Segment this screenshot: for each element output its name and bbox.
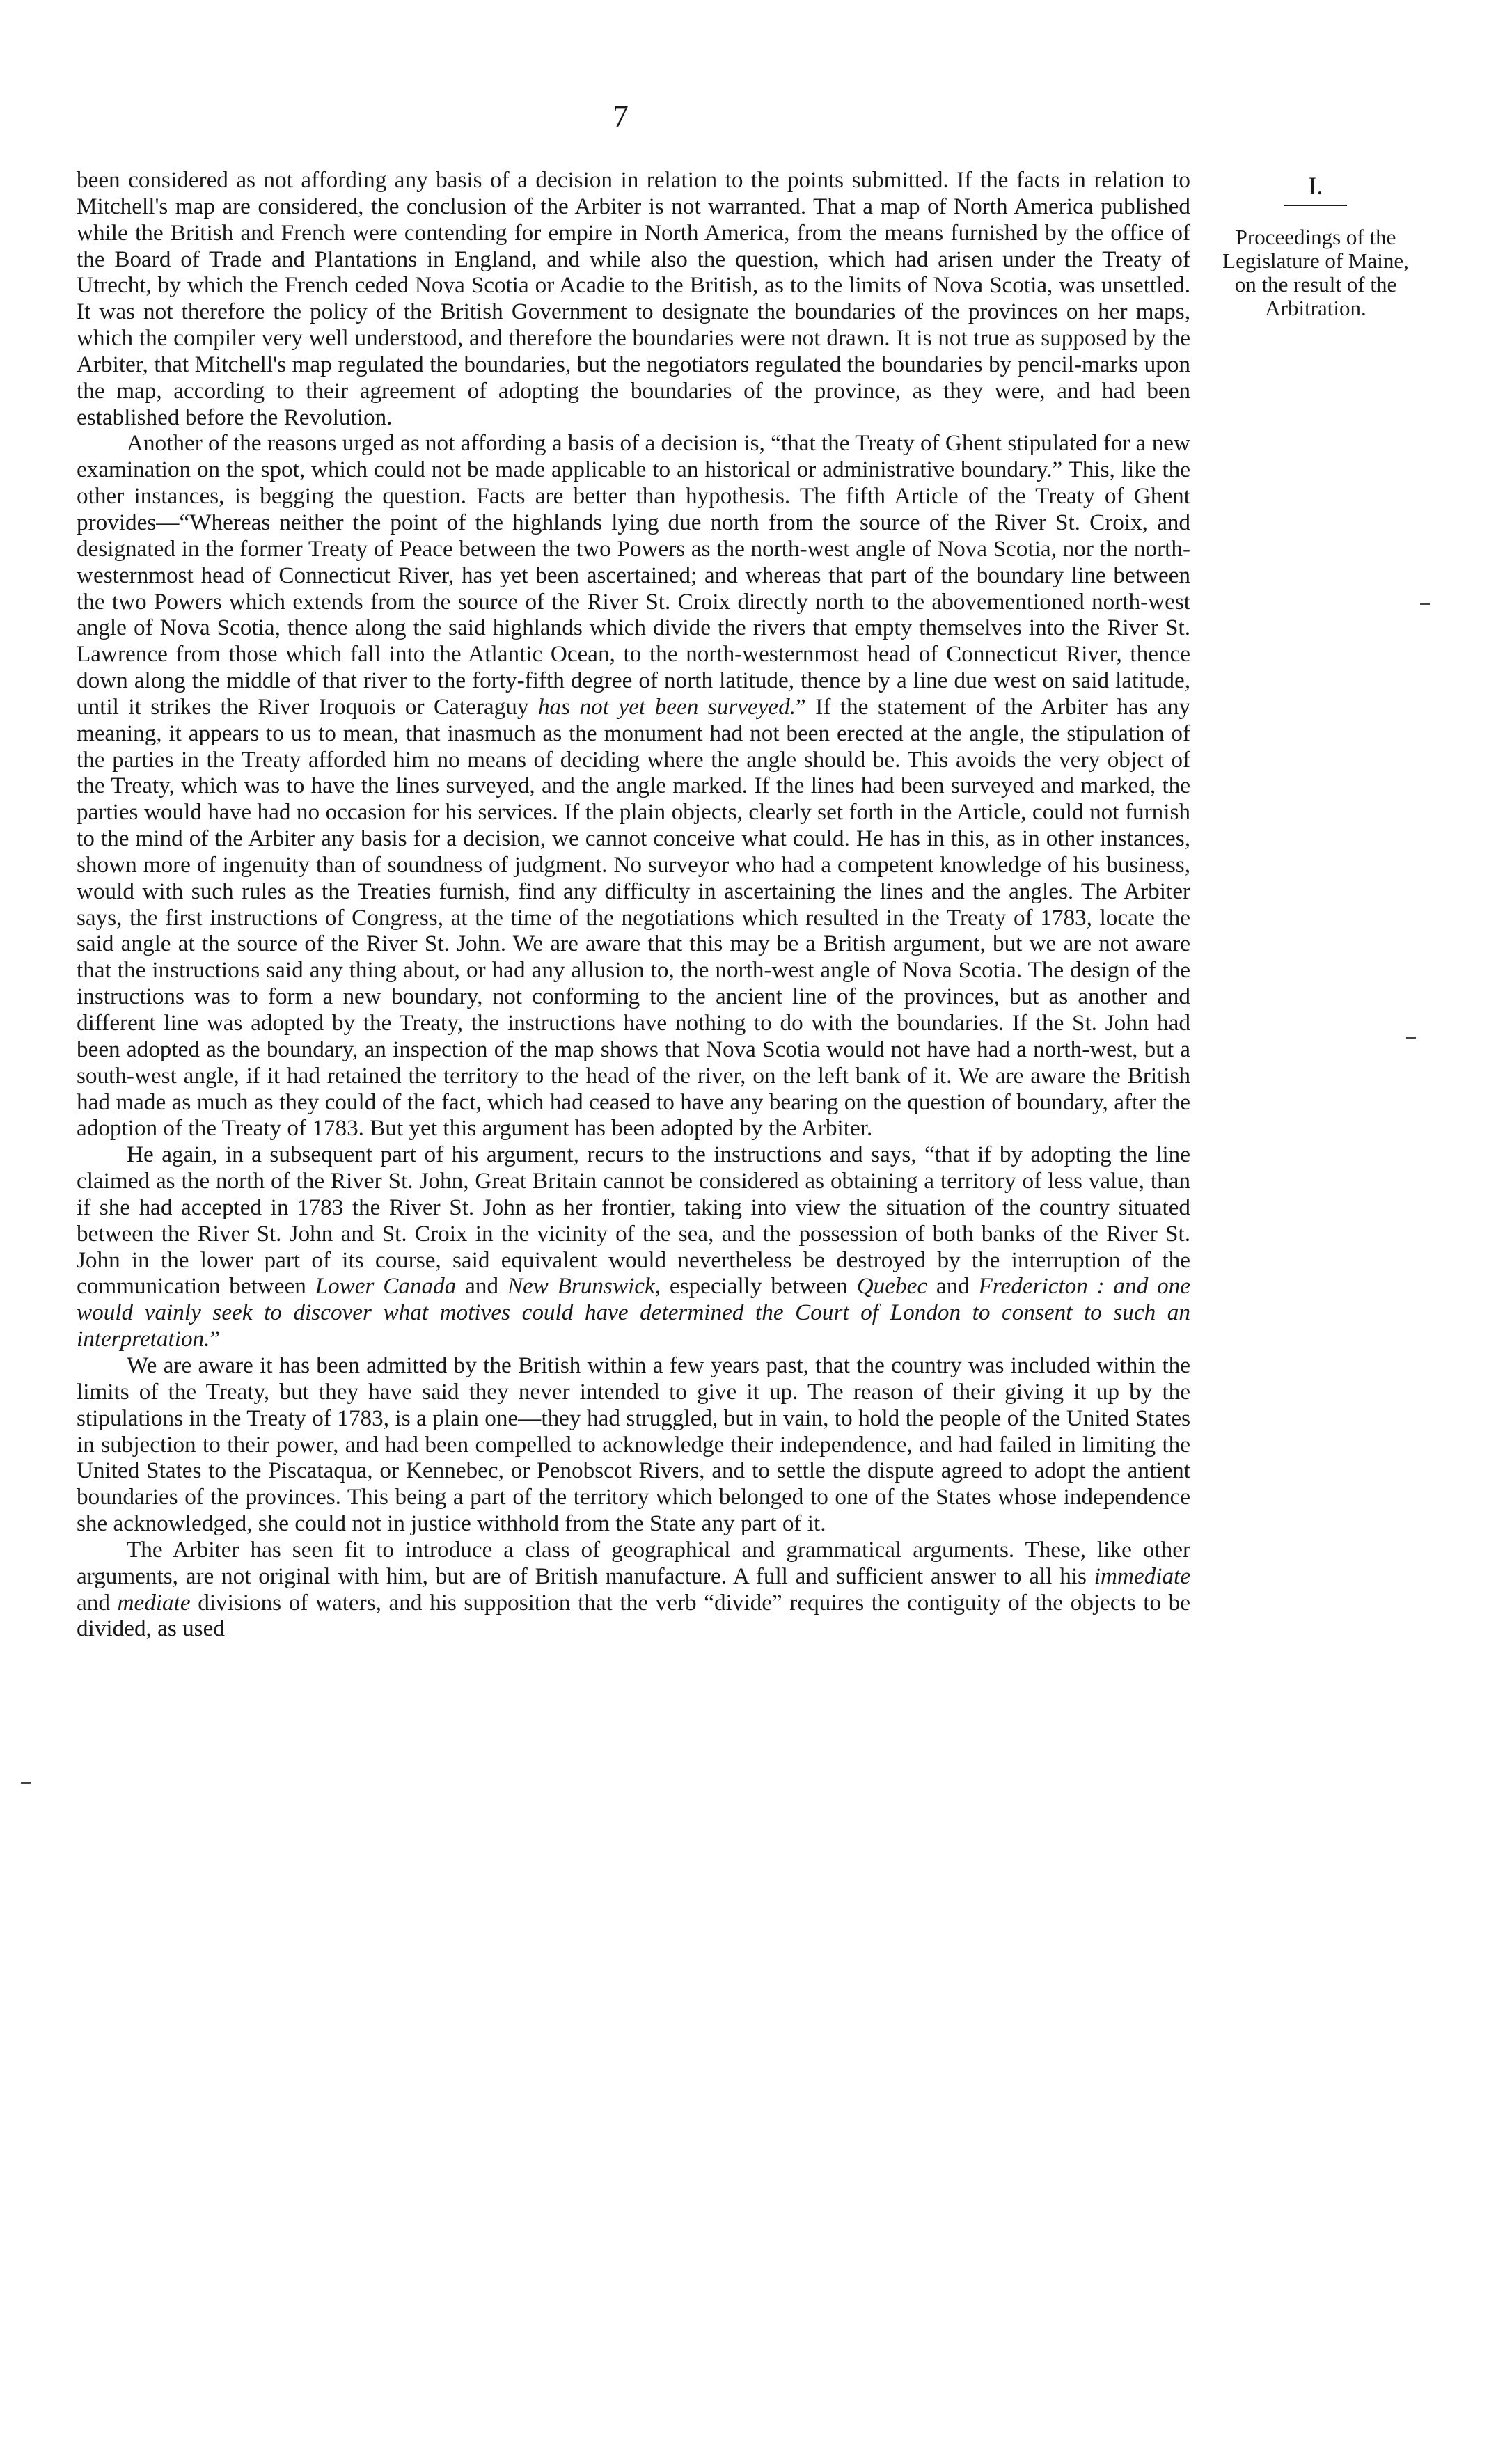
paragraph-2-text-b: ” If the statement of the Arbiter has any meaning, it appears to us to mean, that inasmuch as the monument had not been erected at the angle, the stipulation of the parties in the Treaty afforded him no means of deciding where the angle should be. This avoids the very object of the Treaty, which was to have the lines surveyed, and the angle marked. If the lines had been surveyed and marked, the parties would have had no occasion for his services. If the plain objects, clearly set forth in the Article, could not furnish to the mind of the Arbiter any basis for a decision, we cannot conceive what could. He has in this, as in other instances, shown more of ingenuity than of soundness of judgment. No surveyor who had a competent knowledge of his business, would with such rules as the Treaties furnish, find any difficulty in ascertaining the lines and the angles. The Arbiter says, the first instructions of Congress, at the time of the negotiations which resulted in the Treaty of 1783, locate the said angle at the source of the River St. John. We are aware that this may be a British argument, but we are not aware that the instructions said any thing about, or had any allusion to, the north-west angle of Nova Scotia. The design of the instructions was to form a new boundary, not conforming to the ancient line of the provinces, but as another and different line was adopted by the Treaty, the instructions have nothing to do with the boundaries. If the St. John had been adopted as the boundary, an inspection of the map shows that Nova Scotia would not have had a north-west, but a south-west angle, if it had retained the territory to the head of the river, on the left bank of it. We are aware the British had made as much as they could of the fact, which had ceased to have any bearing on the question of boundary, after the adoption of the Treaty of 1783. But yet this argument has been adopted by the Arbiter. (77, 693, 1191, 1142)
margin-note (1211, 174, 1420, 320)
paragraph-5-italic-2: mediate (117, 1589, 191, 1616)
body-text (77, 167, 1190, 1642)
paragraph-3-italic-3: Quebec (856, 1273, 928, 1300)
paragraph-3-italic-1: Lower Canada (315, 1273, 457, 1300)
paragraph-3-italic-4: Fredericton : and one would vainly seek to discover what motives could have determined the Court of London to consent to such an interpretation. (77, 1273, 1190, 1352)
paragraph-3 (77, 1142, 1190, 1352)
paragraph-5-text-b: divisions of waters, and his supposition that the verb “divide” requires the contiguity of the objects to be divided, as used (77, 1589, 1190, 1642)
paragraph-3-italic-2: New Brunswick, (507, 1273, 661, 1300)
margin-mark (1406, 1037, 1416, 1039)
paragraph-5-text-a: The Arbiter has seen fit to introduce a class of geographical and grammatical arguments. These, like other arguments, are not original with him, but are of British manufacture. A full and sufficient answer to all his (77, 1536, 1190, 1589)
margin-note-text: Proceedings of the Legislature of Maine, on the result of the Arbitration. (1222, 225, 1409, 320)
paragraph-2 (77, 430, 1190, 1142)
paragraph-2-text-a: Another of the reasons urged as not affording a basis of a decision is, “that the Treaty of Ghent stipulated for a new examination on the spot, which could not be made applicable to an historical or administrative boundary.” This, like the other instances, is begging the question. Facts are better than hypothesis. The fifth Article of the Treaty of Ghent provides—“Whereas neither the point of the highlands lying due north from the source of the River St. Croix, and designated in the former Treaty of Peace between the two Powers as the north-west angle of Nova Scotia, nor the north-westernmost head of Connecticut River, has yet been ascertained; and whereas that part of the boundary line between the two Powers which extends from the source of the River St. Croix directly north to the abovementioned north-west angle of Nova Scotia, thence along the said highlands which divide the rivers that empty themselves into the River St. Lawrence from those which fall into the Atlantic Ocean, to the north-westernmost head of Connecticut River, thence down along the middle of that river to the forty-fifth degree of north latitude, thence by a line due west on said latitude, until it strikes the River Iroquois or Cateraguy (77, 430, 1190, 720)
paragraph-5-and: and (77, 1589, 110, 1616)
section-numeral: I. (1308, 172, 1323, 200)
paragraph-3-close: ” (210, 1326, 221, 1352)
margin-mark (1420, 603, 1430, 605)
page-number: 7 (613, 98, 630, 134)
margin-mark (21, 1782, 31, 1784)
paragraph-2-italic: has not yet been surveyed. (537, 693, 796, 720)
paragraph-5-italic-1: immediate (1094, 1563, 1190, 1589)
paragraph-3-text-b: especially between (669, 1273, 848, 1300)
paragraph-3-and-2: and (936, 1273, 970, 1300)
paragraph-4: We are aware it has been admitted by the British within a few years past, that the country was included within the limits of the Treaty, but they have said they never intended to give it up. The reason of their giving it up by the stipulations in the Treaty of 1783, is a plain one—they had struggled, but in vain, to hold the people of the United States in subjection to their power, and had been compelled to acknowledge their independence, and had failed in limiting the United States to the Piscataqua, or Kennebec, or Penobscot Rivers, and to settle the dispute agreed to adopt the antient boundaries of the provinces. This being a part of the territory which belonged to one of the States whose independence she acknowledged, she could not in justice withhold from the State any part of it. (77, 1352, 1190, 1537)
paragraph-1: been considered as not affording any basis of a decision in relation to the points submitted. If the facts in relation to Mitchell's map are considered, the conclusion of the Arbiter is not warranted. That a map of North America published while the British and French were contending for empire in North America, from the means furnished by the office of the Board of Trade and Plantations in England, and while also the question, which had arisen under the Treaty of Utrecht, by which the French ceded Nova Scotia or Acadie to the British, as to the limits of Nova Scotia, was unsettled. It was not therefore the policy of the British Government to designate the boundaries of the provinces on her maps, which the compiler very well understood, and therefore the boundaries were not drawn. It is not true as supposed by the Arbiter, that Mitchell's map regulated the boundaries, but the negotiators regulated the boundaries by pencil-marks upon the map, according to their agreement of adopting the boundaries of the province, as they were, and had been established before the Revolution. (77, 167, 1190, 430)
paragraph-3-text-a: He again, in a subsequent part of his argument, recurs to the instructions and says, “that if by adopting the line claimed as the north of the River St. John, Great Britain cannot be considered as obtaining a territory of less value, than if she had accepted in 1783 the River St. John as her frontier, taking into view the situation of the country situated between the River St. John and St. Croix in the vicinity of the sea, and the possession of both banks of the River St. John in the lower part of its course, said equivalent would nevertheless be destroyed by the interruption of the communication between (77, 1142, 1190, 1300)
margin-rule (1284, 205, 1347, 206)
paragraph-3-and-1: and (465, 1273, 499, 1300)
paragraph-5 (77, 1537, 1190, 1642)
